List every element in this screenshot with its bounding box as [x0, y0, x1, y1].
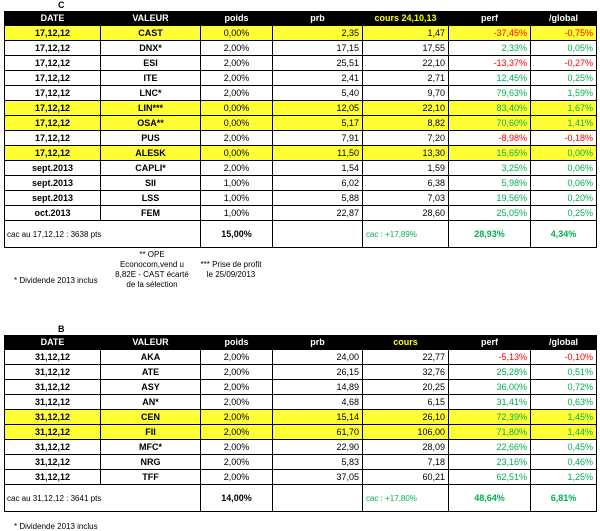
date-cell: sept.2013	[5, 161, 101, 176]
empty-cell	[273, 485, 363, 512]
prb-cell: 22,87	[273, 206, 363, 221]
prb-cell: 61,70	[273, 425, 363, 440]
global-cell: 0,25%	[531, 206, 597, 221]
perf-cell: 23,16%	[449, 455, 531, 470]
total-row	[5, 221, 597, 248]
perf-cell: 62,51%	[449, 470, 531, 485]
date-cell: 17,12,12	[5, 101, 101, 116]
perf-cell: 36,00%	[449, 380, 531, 395]
date-cell: sept.2013	[5, 176, 101, 191]
cours-cell: 22,10	[363, 101, 449, 116]
total-poids: 15,00%	[201, 221, 273, 248]
perf-cell: 5,98%	[449, 176, 531, 191]
cours-cell: 32,76	[363, 365, 449, 380]
table-row	[5, 176, 597, 191]
valeur-cell: CAST	[101, 26, 201, 41]
poids-cell: 0,00%	[201, 26, 273, 41]
date-cell: 17,12,12	[5, 41, 101, 56]
perf-cell: -37,45%	[449, 26, 531, 41]
prb-cell: 37,05	[273, 470, 363, 485]
perf-cell: 31,41%	[449, 395, 531, 410]
cac-reference: cac au 17,12,12 : 3638 pts	[5, 221, 201, 248]
perf-cell: 15,65%	[449, 146, 531, 161]
prb-cell: 17,15	[273, 41, 363, 56]
date-cell: 31,12,12	[5, 425, 101, 440]
poids-cell: 2,00%	[201, 425, 273, 440]
header-global: /global	[531, 336, 597, 350]
date-cell: 17,12,12	[5, 131, 101, 146]
perf-cell: 70,60%	[449, 116, 531, 131]
valeur-cell: SII	[101, 176, 201, 191]
perf-cell: 25,28%	[449, 365, 531, 380]
table-row	[5, 116, 597, 131]
note-dividende: * Dividende 2013 inclus	[14, 276, 98, 285]
cac-reference: cac au 31,12,12 : 3641 pts	[5, 485, 201, 512]
date-cell: 17,12,12	[5, 26, 101, 41]
prb-cell: 25,51	[273, 56, 363, 71]
total-global: 4,34%	[531, 221, 597, 248]
valeur-cell: CEN	[101, 410, 201, 425]
poids-cell: 2,00%	[201, 470, 273, 485]
prb-cell: 14,89	[273, 380, 363, 395]
valeur-cell: MFC*	[101, 440, 201, 455]
table-row	[5, 425, 597, 440]
prb-cell: 2,35	[273, 26, 363, 41]
section-b-table	[4, 335, 597, 512]
prb-cell: 5,88	[273, 191, 363, 206]
cours-cell: 1,47	[363, 26, 449, 41]
valeur-cell: DNX*	[101, 41, 201, 56]
prb-cell: 2,41	[273, 71, 363, 86]
global-cell: 0,63%	[531, 395, 597, 410]
header-cours: cours 24,10,13	[363, 12, 449, 26]
valeur-cell: ATE	[101, 365, 201, 380]
valeur-cell: ITE	[101, 71, 201, 86]
cours-cell: 2,71	[363, 71, 449, 86]
global-cell: 0,05%	[531, 41, 597, 56]
poids-cell: 2,00%	[201, 71, 273, 86]
cours-cell: 7,18	[363, 455, 449, 470]
prb-cell: 26,15	[273, 365, 363, 380]
header-perf: perf	[449, 336, 531, 350]
valeur-cell: CAPLI*	[101, 161, 201, 176]
date-cell: 31,12,12	[5, 395, 101, 410]
header-date: DATE	[5, 336, 101, 350]
valeur-cell: LSS	[101, 191, 201, 206]
section-c-notes	[4, 248, 596, 324]
section-c-table	[4, 11, 597, 248]
perf-cell: 12,45%	[449, 71, 531, 86]
date-cell: 31,12,12	[5, 350, 101, 365]
prb-cell: 6,02	[273, 176, 363, 191]
table-row	[5, 26, 597, 41]
global-cell: 1,41%	[531, 116, 597, 131]
table-row	[5, 191, 597, 206]
table-row	[5, 146, 597, 161]
table-row	[5, 440, 597, 455]
cours-cell: 7,20	[363, 131, 449, 146]
global-cell: 1,67%	[531, 101, 597, 116]
poids-cell: 2,00%	[201, 56, 273, 71]
global-cell: 1,25%	[531, 470, 597, 485]
global-cell: 0,06%	[531, 176, 597, 191]
date-cell: 17,12,12	[5, 116, 101, 131]
total-global: 6,81%	[531, 485, 597, 512]
global-cell: 1,59%	[531, 86, 597, 101]
table-row	[5, 350, 597, 365]
poids-cell: 2,00%	[201, 86, 273, 101]
global-cell: 0,51%	[531, 365, 597, 380]
prb-cell: 1,54	[273, 161, 363, 176]
global-cell: 0,00%	[531, 146, 597, 161]
header-perf: perf	[449, 12, 531, 26]
valeur-cell: ALESK	[101, 146, 201, 161]
total-perf: 48,64%	[449, 485, 531, 512]
global-cell: 1,45%	[531, 410, 597, 425]
valeur-cell: LNC*	[101, 86, 201, 101]
poids-cell: 2,00%	[201, 455, 273, 470]
cours-cell: 7,03	[363, 191, 449, 206]
global-cell: 0,72%	[531, 380, 597, 395]
table-row	[5, 161, 597, 176]
valeur-cell: ESI	[101, 56, 201, 71]
cours-cell: 9,70	[363, 86, 449, 101]
date-cell: 17,12,12	[5, 86, 101, 101]
poids-cell: 1,00%	[201, 206, 273, 221]
cours-cell: 106,00	[363, 425, 449, 440]
prb-cell: 15,14	[273, 410, 363, 425]
perf-cell: 72,39%	[449, 410, 531, 425]
table-row	[5, 131, 597, 146]
section-c-label: C	[58, 0, 65, 10]
header-valeur: VALEUR	[101, 336, 201, 350]
date-cell: sept.2013	[5, 191, 101, 206]
global-cell: 0,45%	[531, 440, 597, 455]
poids-cell: 2,00%	[201, 365, 273, 380]
date-cell: 17,12,12	[5, 71, 101, 86]
cours-cell: 28,09	[363, 440, 449, 455]
date-cell: 31,12,12	[5, 455, 101, 470]
header-poids: poids	[201, 12, 273, 26]
table-row	[5, 71, 597, 86]
global-cell: 1,44%	[531, 425, 597, 440]
spreadsheet	[4, 0, 596, 531]
prb-cell: 5,40	[273, 86, 363, 101]
header-date: DATE	[5, 12, 101, 26]
poids-cell: 2,00%	[201, 440, 273, 455]
date-cell: oct.2013	[5, 206, 101, 221]
table-row	[5, 410, 597, 425]
table-row	[5, 206, 597, 221]
perf-cell: 25,05%	[449, 206, 531, 221]
section-c-header-row	[5, 12, 597, 26]
header-global: /global	[531, 12, 597, 26]
cours-cell: 26,10	[363, 410, 449, 425]
poids-cell: 2,00%	[201, 131, 273, 146]
perf-cell: 71,80%	[449, 425, 531, 440]
cac-perf: cac : +17,89%	[363, 221, 449, 248]
poids-cell: 2,00%	[201, 350, 273, 365]
global-cell: -0,18%	[531, 131, 597, 146]
section-b-label: B	[58, 324, 65, 334]
header-prb: prb	[273, 336, 363, 350]
valeur-cell: PUS	[101, 131, 201, 146]
total-poids: 14,00%	[201, 485, 273, 512]
total-row	[5, 485, 597, 512]
perf-cell: -13,37%	[449, 56, 531, 71]
header-valeur: VALEUR	[101, 12, 201, 26]
table-row	[5, 395, 597, 410]
table-row	[5, 365, 597, 380]
prb-cell: 11,50	[273, 146, 363, 161]
poids-cell: 2,00%	[201, 380, 273, 395]
poids-cell: 0,00%	[201, 101, 273, 116]
valeur-cell: AKA	[101, 350, 201, 365]
perf-cell: 3,25%	[449, 161, 531, 176]
valeur-cell: TFF	[101, 470, 201, 485]
poids-cell: 1,00%	[201, 176, 273, 191]
global-cell: 0,25%	[531, 71, 597, 86]
table-row	[5, 56, 597, 71]
valeur-cell: ASY	[101, 380, 201, 395]
note-ope: ** OPE Econocom,vend u 8,82E - CAST écarté de la sélection	[115, 250, 189, 289]
prb-cell: 12,05	[273, 101, 363, 116]
poids-cell: 0,00%	[201, 116, 273, 131]
header-cours: cours	[363, 336, 449, 350]
cac-perf: cac : +17,80%	[363, 485, 449, 512]
perf-cell: -5,13%	[449, 350, 531, 365]
table-row	[5, 380, 597, 395]
table-row	[5, 470, 597, 485]
perf-cell: 2,33%	[449, 41, 531, 56]
header-prb: prb	[273, 12, 363, 26]
global-cell: -0,75%	[531, 26, 597, 41]
cours-cell: 22,10	[363, 56, 449, 71]
valeur-cell: FEM	[101, 206, 201, 221]
perf-cell: 22,66%	[449, 440, 531, 455]
cours-cell: 20,25	[363, 380, 449, 395]
global-cell: 0,06%	[531, 161, 597, 176]
valeur-cell: AN*	[101, 395, 201, 410]
cours-cell: 13,30	[363, 146, 449, 161]
date-cell: 31,12,12	[5, 440, 101, 455]
poids-cell: 1,00%	[201, 191, 273, 206]
perf-cell: -8,98%	[449, 131, 531, 146]
total-perf: 28,93%	[449, 221, 531, 248]
cours-cell: 8,82	[363, 116, 449, 131]
prb-cell: 24,00	[273, 350, 363, 365]
header-poids: poids	[201, 336, 273, 350]
poids-cell: 2,00%	[201, 395, 273, 410]
prb-cell: 5,17	[273, 116, 363, 131]
cours-cell: 22,77	[363, 350, 449, 365]
table-row	[5, 455, 597, 470]
prb-cell: 4,68	[273, 395, 363, 410]
empty-cell	[273, 221, 363, 248]
date-cell: 31,12,12	[5, 380, 101, 395]
cours-cell: 6,38	[363, 176, 449, 191]
cours-cell: 6,15	[363, 395, 449, 410]
perf-cell: 19,56%	[449, 191, 531, 206]
prb-cell: 5,83	[273, 455, 363, 470]
table-row	[5, 86, 597, 101]
poids-cell: 2,00%	[201, 41, 273, 56]
note-prise-profit: *** Prise de profit le 25/09/2013	[200, 260, 262, 279]
valeur-cell: LIN***	[101, 101, 201, 116]
valeur-cell: NRG	[101, 455, 201, 470]
date-cell: 31,12,12	[5, 470, 101, 485]
prb-cell: 22,90	[273, 440, 363, 455]
poids-cell: 0,00%	[201, 146, 273, 161]
cours-cell: 17,55	[363, 41, 449, 56]
valeur-cell: FII	[101, 425, 201, 440]
date-cell: 17,12,12	[5, 56, 101, 71]
global-cell: -0,27%	[531, 56, 597, 71]
table-row	[5, 101, 597, 116]
perf-cell: 83,40%	[449, 101, 531, 116]
poids-cell: 2,00%	[201, 161, 273, 176]
cours-cell: 60,21	[363, 470, 449, 485]
global-cell: 0,46%	[531, 455, 597, 470]
global-cell: 0,20%	[531, 191, 597, 206]
perf-cell: 79,63%	[449, 86, 531, 101]
date-cell: 31,12,12	[5, 410, 101, 425]
cours-cell: 28,60	[363, 206, 449, 221]
poids-cell: 2,00%	[201, 410, 273, 425]
global-cell: -0,10%	[531, 350, 597, 365]
date-cell: 17,12,12	[5, 146, 101, 161]
cours-cell: 1,59	[363, 161, 449, 176]
table-row	[5, 41, 597, 56]
date-cell: 31,12,12	[5, 365, 101, 380]
section-b-note-dividende: * Dividende 2013 inclus	[14, 522, 98, 531]
section-b-header-row	[5, 336, 597, 350]
prb-cell: 7,91	[273, 131, 363, 146]
valeur-cell: OSA**	[101, 116, 201, 131]
